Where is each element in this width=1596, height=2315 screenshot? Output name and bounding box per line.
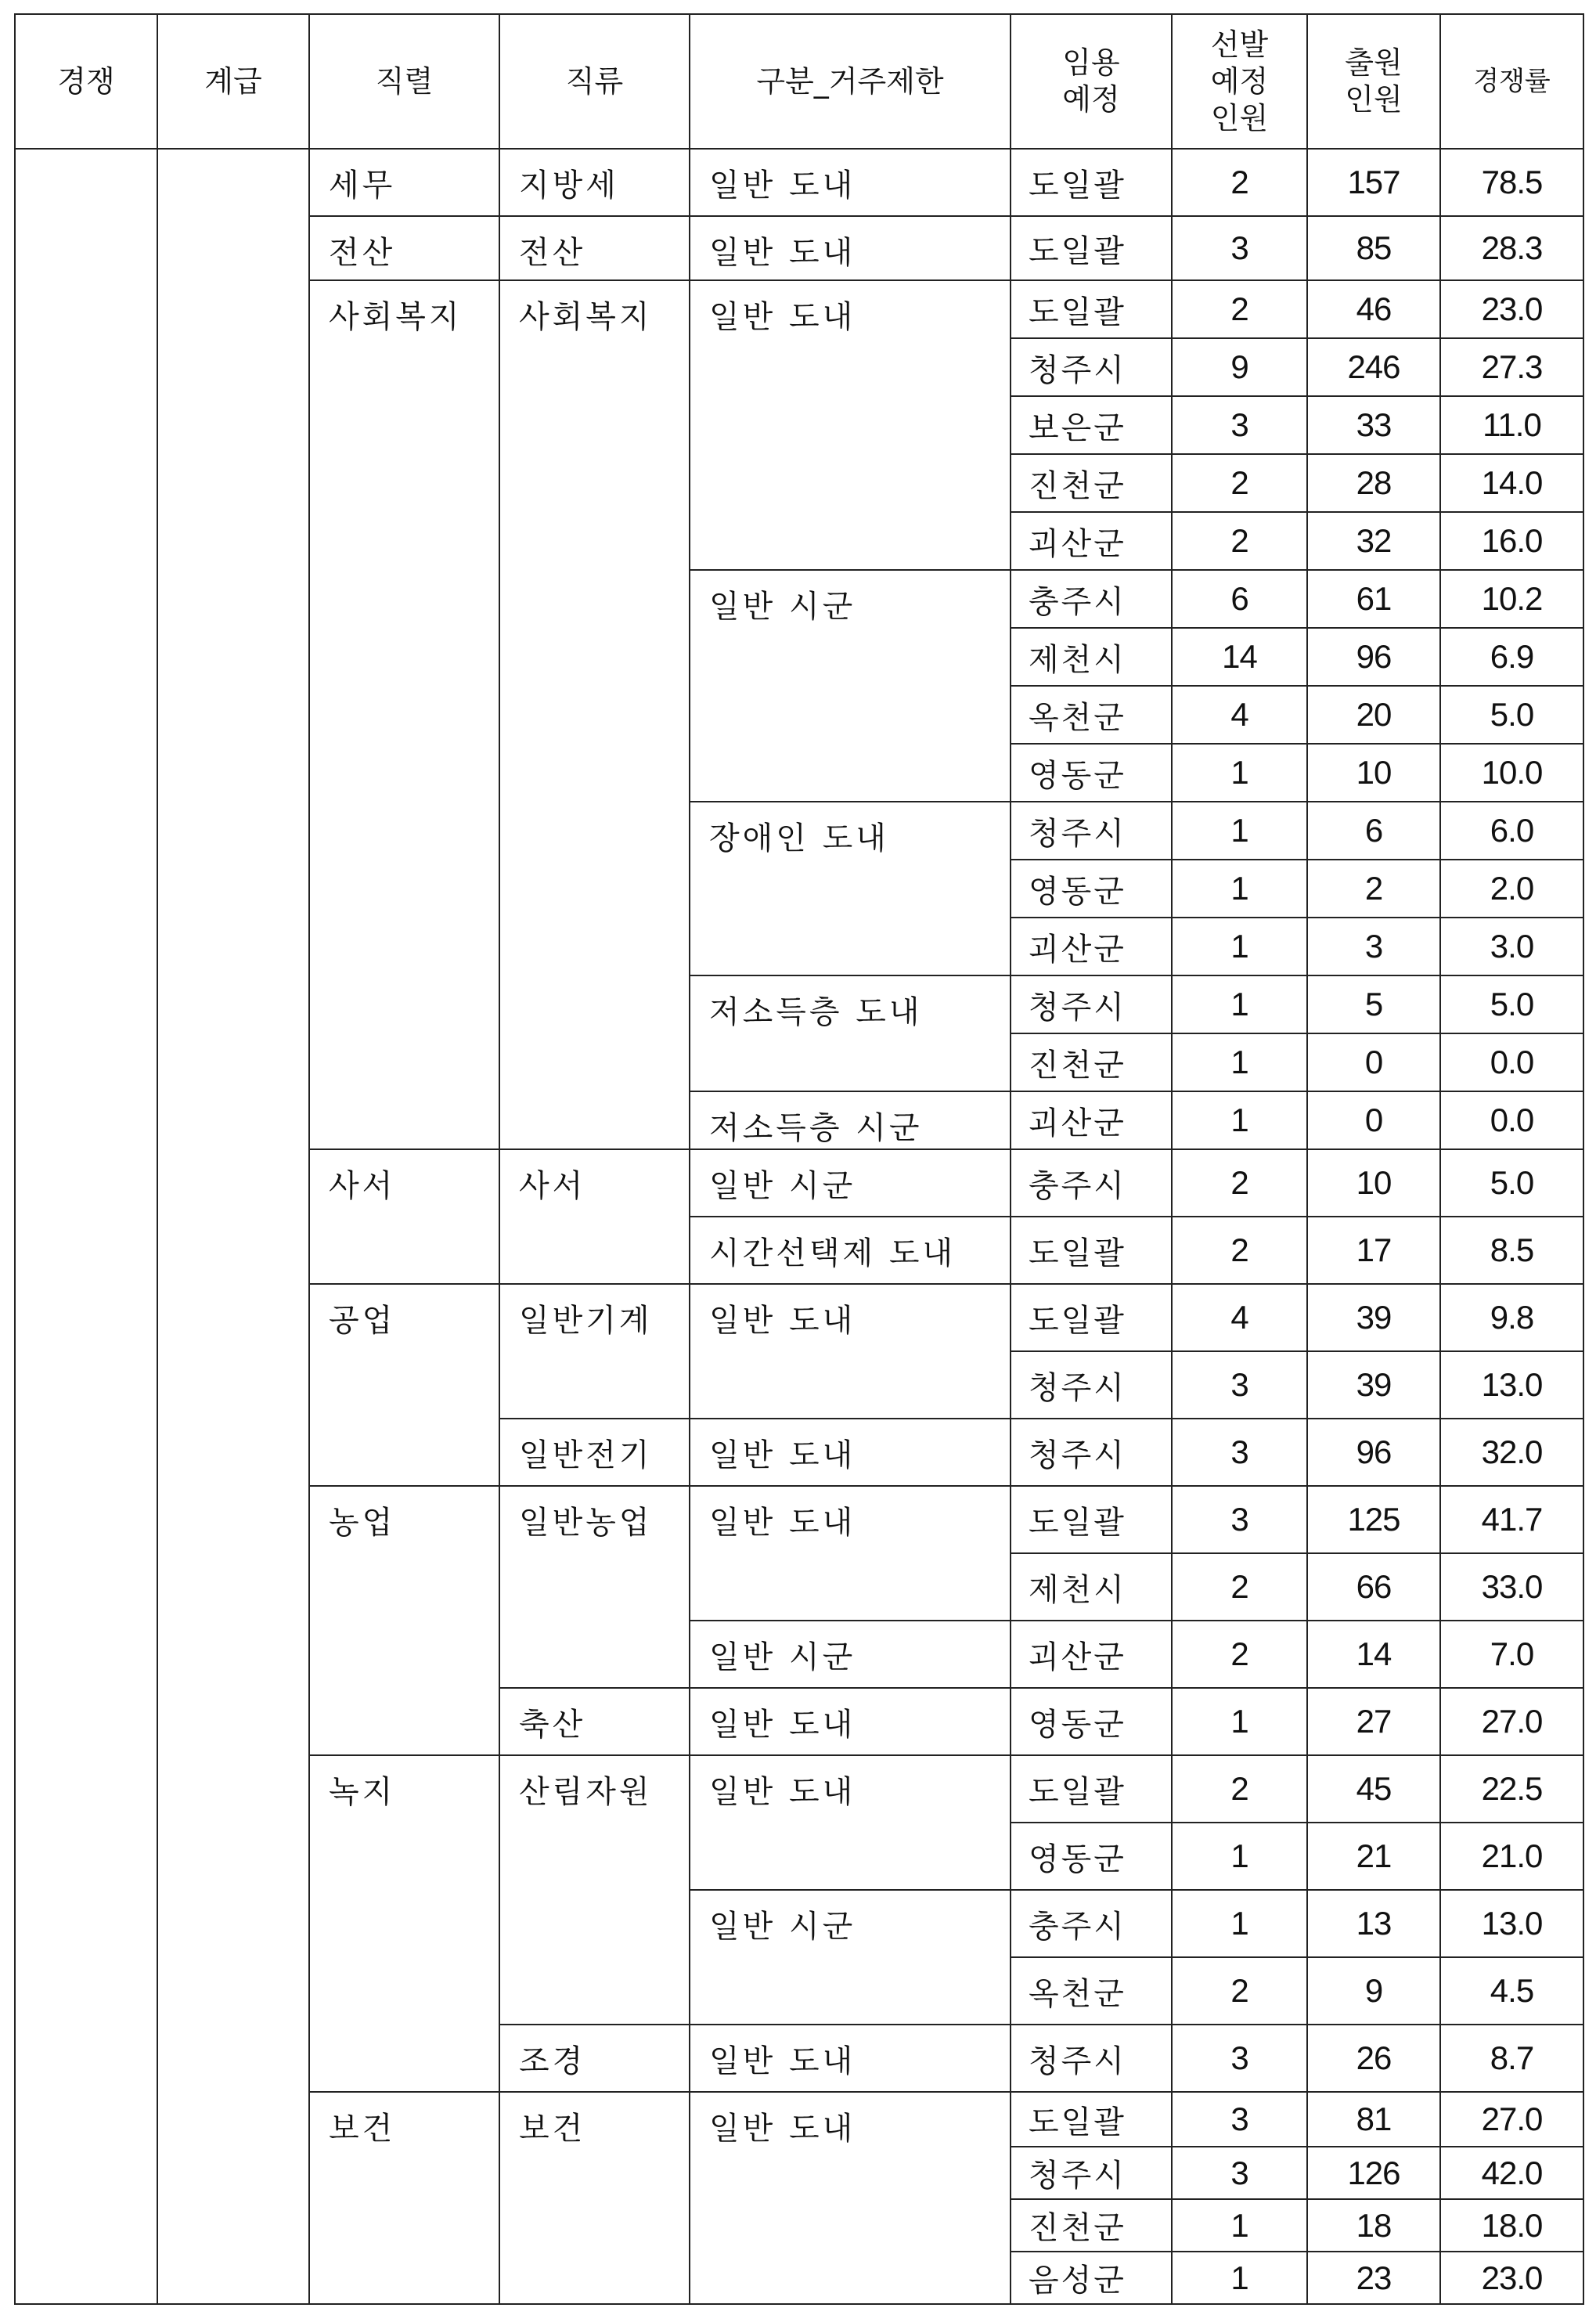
cell-planned: 3 <box>1172 2092 1307 2147</box>
cell-applicants: 33 <box>1307 396 1440 454</box>
cell-category: 조경 <box>499 2025 690 2092</box>
cell-division: 저소득층 시군 <box>690 1091 1011 1149</box>
cell-rate: 41.7 <box>1440 1486 1583 1553</box>
cell-division: 저소득층 도내 <box>690 975 1011 1091</box>
cell-rate: 23.0 <box>1440 280 1583 338</box>
cell-area: 제천시 <box>1011 1553 1172 1621</box>
cell-rate: 28.3 <box>1440 216 1583 280</box>
cell-rate: 10.2 <box>1440 570 1583 628</box>
cell-area: 도일괄 <box>1011 1755 1172 1823</box>
cell-applicants: 157 <box>1307 149 1440 216</box>
cell-applicants: 10 <box>1307 1149 1440 1217</box>
cell-planned: 1 <box>1172 1033 1307 1091</box>
cell-applicants: 125 <box>1307 1486 1440 1553</box>
cell-division: 일반 도내 <box>690 1419 1011 1486</box>
cell-rate: 5.0 <box>1440 975 1583 1033</box>
cell-rate: 5.0 <box>1440 1149 1583 1217</box>
cell-planned: 1 <box>1172 1890 1307 1957</box>
cell-division: 일반 도내 <box>690 216 1011 280</box>
cell-planned: 3 <box>1172 396 1307 454</box>
cell-area: 충주시 <box>1011 1890 1172 1957</box>
cell-rate: 6.0 <box>1440 802 1583 860</box>
cell-planned: 2 <box>1172 512 1307 570</box>
cell-planned: 2 <box>1172 1217 1307 1284</box>
cell-rate: 0.0 <box>1440 1091 1583 1149</box>
cell-area: 도일괄 <box>1011 216 1172 280</box>
cell-series: 농업 <box>309 1486 499 1755</box>
cell-rate: 42.0 <box>1440 2147 1583 2199</box>
cell-rate: 23.0 <box>1440 2252 1583 2304</box>
cell-area: 청주시 <box>1011 975 1172 1033</box>
cell-planned: 1 <box>1172 1688 1307 1755</box>
header-appointment-line-2: 예정 <box>1062 82 1120 117</box>
cell-area: 충주시 <box>1011 1149 1172 1217</box>
cell-rate: 18.0 <box>1440 2199 1583 2252</box>
header-series: 직렬 <box>309 14 499 149</box>
cell-applicants: 246 <box>1307 338 1440 396</box>
cell-rate: 27.3 <box>1440 338 1583 396</box>
cell-applicants: 0 <box>1307 1091 1440 1149</box>
cell-rate: 13.0 <box>1440 1890 1583 1957</box>
cell-series: 세무 <box>309 149 499 216</box>
cell-division: 장애인 도내 <box>690 802 1011 975</box>
cell-applicants: 81 <box>1307 2092 1440 2147</box>
cell-planned: 1 <box>1172 2199 1307 2252</box>
cell-rate: 16.0 <box>1440 512 1583 570</box>
header-rate: 경쟁률 <box>1440 14 1583 149</box>
cell-applicants: 20 <box>1307 686 1440 744</box>
cell-rate: 2.0 <box>1440 860 1583 918</box>
cell-rate: 11.0 <box>1440 396 1583 454</box>
cell-applicants: 9 <box>1307 1957 1440 2025</box>
cell-planned: 2 <box>1172 149 1307 216</box>
cell-planned: 3 <box>1172 1351 1307 1419</box>
cell-applicants: 0 <box>1307 1033 1440 1091</box>
cell-area: 보은군 <box>1011 396 1172 454</box>
cell-planned: 1 <box>1172 2252 1307 2304</box>
cell-area: 청주시 <box>1011 2147 1172 2199</box>
cell-area: 도일괄 <box>1011 1486 1172 1553</box>
cell-division: 일반 시군 <box>690 1621 1011 1688</box>
cell-rate: 27.0 <box>1440 2092 1583 2147</box>
cell-planned: 4 <box>1172 1284 1307 1351</box>
cell-planned: 2 <box>1172 280 1307 338</box>
cell-applicants: 17 <box>1307 1217 1440 1284</box>
cell-planned: 3 <box>1172 216 1307 280</box>
cell-area: 괴산군 <box>1011 918 1172 975</box>
cell-area: 옥천군 <box>1011 1957 1172 2025</box>
cell-applicants: 126 <box>1307 2147 1440 2199</box>
cell-planned: 14 <box>1172 628 1307 686</box>
cell-area: 청주시 <box>1011 2025 1172 2092</box>
cell-area: 음성군 <box>1011 2252 1172 2304</box>
cell-rate: 22.5 <box>1440 1755 1583 1823</box>
cell-category: 일반기계 <box>499 1284 690 1419</box>
table-row <box>15 149 1583 216</box>
cell-area: 청주시 <box>1011 1419 1172 1486</box>
cell-division: 일반 도내 <box>690 2092 1011 2304</box>
cell-applicants: 6 <box>1307 802 1440 860</box>
header-appointment <box>1011 14 1172 149</box>
header-planned-line-1: 선발 <box>1210 27 1269 62</box>
cell-rate: 78.5 <box>1440 149 1583 216</box>
cell-division: 시간선택제 도내 <box>690 1217 1011 1284</box>
header-planned-line-3: 인원 <box>1210 100 1269 135</box>
cell-planned: 1 <box>1172 918 1307 975</box>
cell-planned: 2 <box>1172 1621 1307 1688</box>
cell-area: 제천시 <box>1011 628 1172 686</box>
cell-category: 축산 <box>499 1688 690 1755</box>
cell-division: 일반 도내 <box>690 149 1011 216</box>
cell-applicants: 85 <box>1307 216 1440 280</box>
cell-division: 일반 도내 <box>690 1486 1011 1621</box>
cell-applicants: 39 <box>1307 1351 1440 1419</box>
cell-competition <box>15 149 157 2304</box>
cell-applicants: 14 <box>1307 1621 1440 1688</box>
cell-planned: 3 <box>1172 1419 1307 1486</box>
competition-rate-table <box>14 13 1584 2305</box>
cell-area: 진천군 <box>1011 1033 1172 1091</box>
cell-division: 일반 도내 <box>690 280 1011 570</box>
cell-category: 일반전기 <box>499 1419 690 1486</box>
cell-rate: 33.0 <box>1440 1553 1583 1621</box>
cell-grade <box>157 149 309 2304</box>
cell-applicants: 3 <box>1307 918 1440 975</box>
cell-category: 전산 <box>499 216 690 280</box>
cell-rate: 32.0 <box>1440 1419 1583 1486</box>
cell-applicants: 26 <box>1307 2025 1440 2092</box>
cell-area: 도일괄 <box>1011 1217 1172 1284</box>
cell-planned: 1 <box>1172 975 1307 1033</box>
cell-series: 전산 <box>309 216 499 280</box>
cell-rate: 6.9 <box>1440 628 1583 686</box>
cell-applicants: 61 <box>1307 570 1440 628</box>
header-applicants <box>1307 14 1440 149</box>
cell-rate: 14.0 <box>1440 454 1583 512</box>
cell-area: 도일괄 <box>1011 2092 1172 2147</box>
header-division: 구분_거주제한 <box>690 14 1011 149</box>
cell-planned: 3 <box>1172 1486 1307 1553</box>
cell-applicants: 45 <box>1307 1755 1440 1823</box>
cell-area: 괴산군 <box>1011 1621 1172 1688</box>
cell-rate: 0.0 <box>1440 1033 1583 1091</box>
cell-planned: 2 <box>1172 1957 1307 2025</box>
cell-applicants: 46 <box>1307 280 1440 338</box>
cell-planned: 9 <box>1172 338 1307 396</box>
cell-rate: 5.0 <box>1440 686 1583 744</box>
cell-planned: 3 <box>1172 2025 1307 2092</box>
cell-planned: 2 <box>1172 1149 1307 1217</box>
cell-applicants: 66 <box>1307 1553 1440 1621</box>
cell-planned: 2 <box>1172 1755 1307 1823</box>
cell-area: 청주시 <box>1011 338 1172 396</box>
cell-rate: 3.0 <box>1440 918 1583 975</box>
cell-category: 지방세 <box>499 149 690 216</box>
cell-applicants: 13 <box>1307 1890 1440 1957</box>
cell-area: 충주시 <box>1011 570 1172 628</box>
cell-applicants: 10 <box>1307 744 1440 802</box>
cell-planned: 2 <box>1172 1553 1307 1621</box>
cell-area: 괴산군 <box>1011 512 1172 570</box>
cell-planned: 1 <box>1172 744 1307 802</box>
cell-series: 사서 <box>309 1149 499 1284</box>
cell-category: 사서 <box>499 1149 690 1284</box>
cell-area: 영동군 <box>1011 1688 1172 1755</box>
cell-division: 일반 도내 <box>690 1284 1011 1419</box>
header-grade: 계급 <box>157 14 309 149</box>
cell-area: 도일괄 <box>1011 280 1172 338</box>
cell-applicants: 27 <box>1307 1688 1440 1755</box>
cell-planned: 1 <box>1172 860 1307 918</box>
cell-applicants: 23 <box>1307 2252 1440 2304</box>
cell-planned: 3 <box>1172 2147 1307 2199</box>
header-planned-line-2: 예정 <box>1210 63 1269 99</box>
header-competition: 경쟁 <box>15 14 157 149</box>
cell-planned: 1 <box>1172 802 1307 860</box>
cell-area: 청주시 <box>1011 1351 1172 1419</box>
cell-applicants: 32 <box>1307 512 1440 570</box>
cell-rate: 10.0 <box>1440 744 1583 802</box>
cell-series: 공업 <box>309 1284 499 1486</box>
header-planned <box>1172 14 1307 149</box>
cell-division: 일반 시군 <box>690 570 1011 802</box>
cell-rate: 4.5 <box>1440 1957 1583 2025</box>
cell-area: 영동군 <box>1011 860 1172 918</box>
cell-division: 일반 도내 <box>690 1755 1011 1890</box>
cell-planned: 4 <box>1172 686 1307 744</box>
cell-series: 보건 <box>309 2092 499 2304</box>
cell-category: 사회복지 <box>499 280 690 1149</box>
cell-area: 청주시 <box>1011 802 1172 860</box>
header-category: 직류 <box>499 14 690 149</box>
cell-category: 산림자원 <box>499 1755 690 2025</box>
cell-rate: 8.5 <box>1440 1217 1583 1284</box>
cell-rate: 7.0 <box>1440 1621 1583 1688</box>
cell-applicants: 21 <box>1307 1823 1440 1890</box>
cell-area: 도일괄 <box>1011 1284 1172 1351</box>
cell-series: 녹지 <box>309 1755 499 2092</box>
cell-applicants: 18 <box>1307 2199 1440 2252</box>
cell-area: 도일괄 <box>1011 149 1172 216</box>
cell-planned: 1 <box>1172 1091 1307 1149</box>
cell-planned: 1 <box>1172 1823 1307 1890</box>
header-applicants-line-1: 출원 <box>1345 45 1403 80</box>
cell-division: 일반 시군 <box>690 1890 1011 2025</box>
cell-planned: 6 <box>1172 570 1307 628</box>
cell-category: 일반농업 <box>499 1486 690 1688</box>
cell-applicants: 96 <box>1307 628 1440 686</box>
cell-area: 영동군 <box>1011 744 1172 802</box>
cell-applicants: 2 <box>1307 860 1440 918</box>
cell-series: 사회복지 <box>309 280 499 1149</box>
cell-division: 일반 도내 <box>690 2025 1011 2092</box>
cell-area: 진천군 <box>1011 2199 1172 2252</box>
cell-division: 일반 도내 <box>690 1688 1011 1755</box>
cell-area: 괴산군 <box>1011 1091 1172 1149</box>
header-applicants-line-2: 인원 <box>1345 82 1403 117</box>
cell-applicants: 39 <box>1307 1284 1440 1351</box>
cell-rate: 27.0 <box>1440 1688 1583 1755</box>
header-appointment-line-1: 임용 <box>1062 45 1120 80</box>
cell-division: 일반 시군 <box>690 1149 1011 1217</box>
cell-area: 옥천군 <box>1011 686 1172 744</box>
cell-area: 영동군 <box>1011 1823 1172 1890</box>
header-row <box>15 14 1583 149</box>
cell-rate: 13.0 <box>1440 1351 1583 1419</box>
cell-applicants: 28 <box>1307 454 1440 512</box>
cell-rate: 9.8 <box>1440 1284 1583 1351</box>
cell-planned: 2 <box>1172 454 1307 512</box>
cell-area: 진천군 <box>1011 454 1172 512</box>
cell-rate: 21.0 <box>1440 1823 1583 1890</box>
cell-applicants: 96 <box>1307 1419 1440 1486</box>
cell-applicants: 5 <box>1307 975 1440 1033</box>
cell-category: 보건 <box>499 2092 690 2304</box>
cell-rate: 8.7 <box>1440 2025 1583 2092</box>
